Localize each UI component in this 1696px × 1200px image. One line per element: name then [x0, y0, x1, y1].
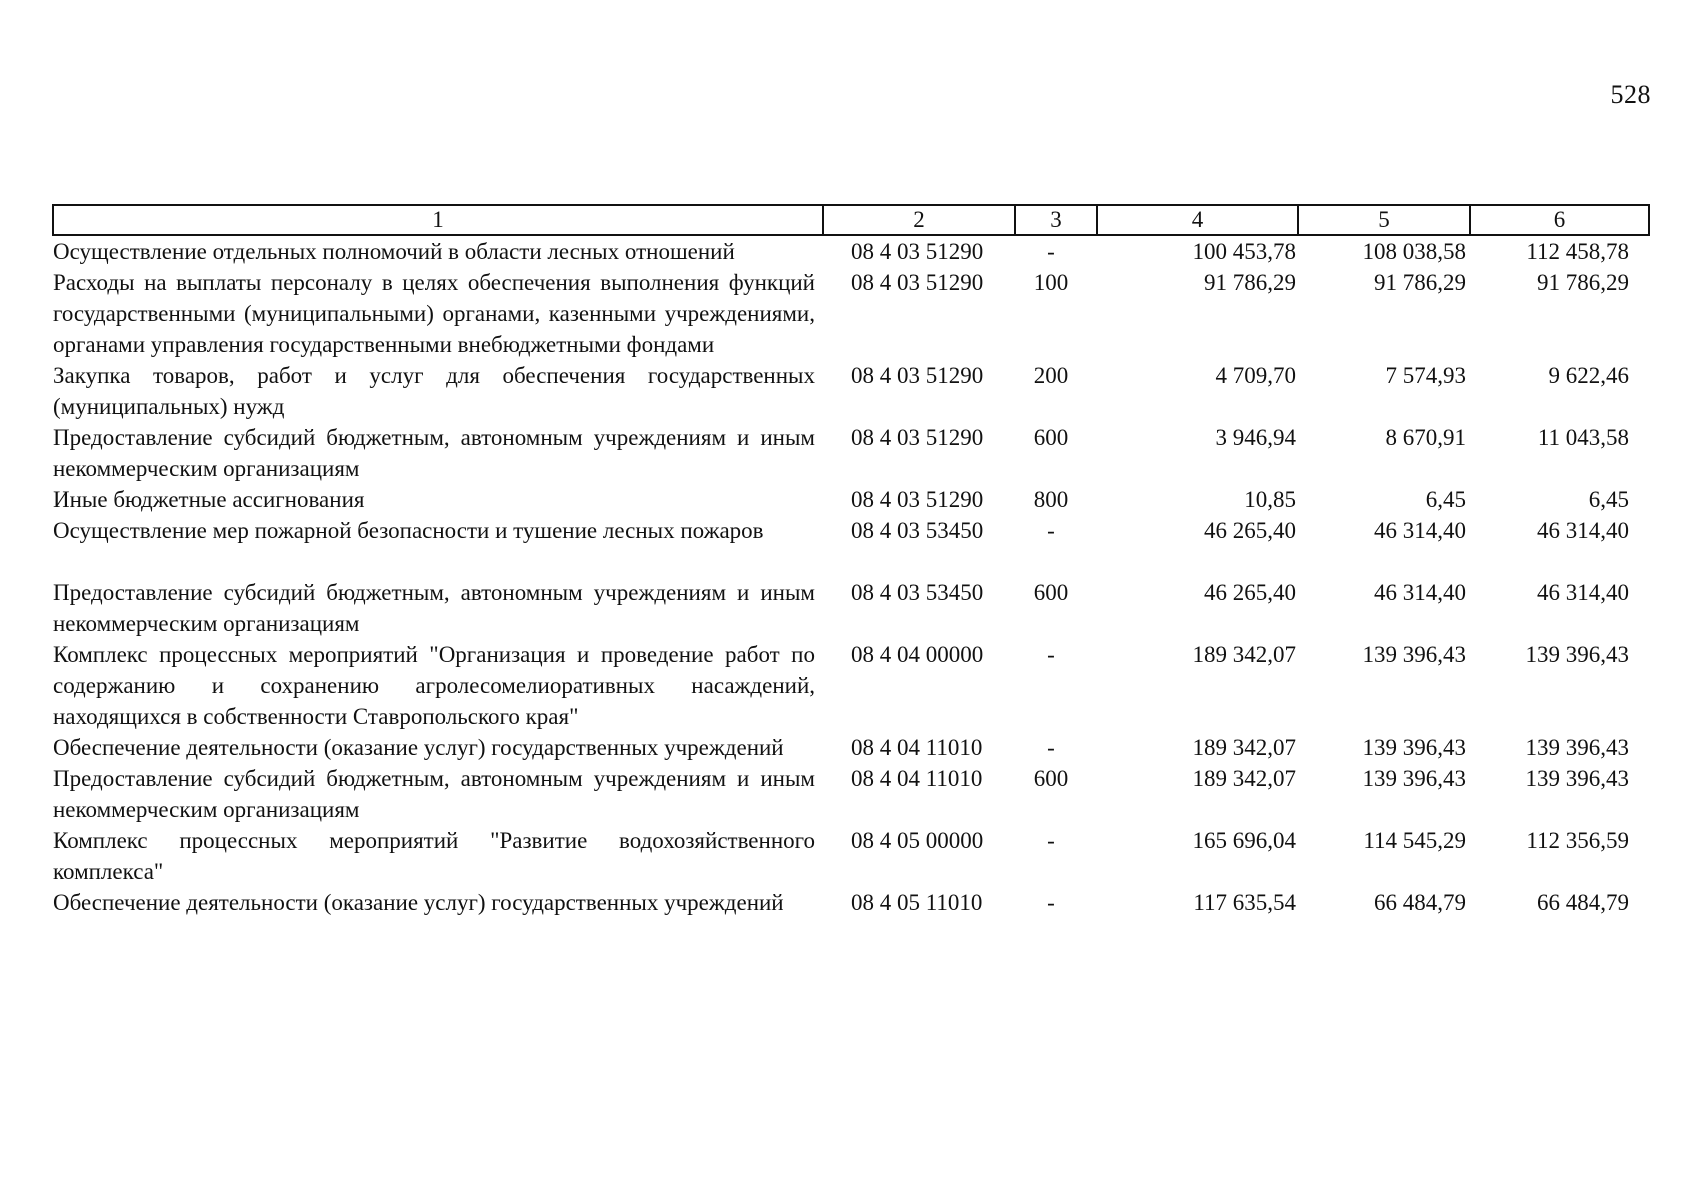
row-value-col5: 7 574,93: [1385, 363, 1466, 388]
row-value-col4: 3 946,94: [1215, 425, 1296, 450]
table-row: [53, 484, 1649, 515]
row-value-col5: 114 545,29: [1363, 828, 1466, 853]
row-value-col5: 91 786,29: [1374, 270, 1466, 295]
row-name: Расходы на выплаты персоналу в целях обеспечения выполнения функций государственными (муниципальными) органами, казенными учреждениями, органами управления государственными внебюджетными фондами: [53, 270, 815, 357]
row-value-col5: 6,45: [1425, 487, 1466, 512]
row-expense-type: -: [1047, 518, 1055, 543]
row-value-col6: 91 786,29: [1537, 270, 1629, 295]
row-value-col4: 189 342,07: [1192, 642, 1296, 667]
table-row: [53, 235, 1649, 267]
row-value-col6: 46 314,40: [1537, 518, 1629, 543]
table-row: [53, 360, 1649, 422]
row-value-col6: 6,45: [1588, 487, 1629, 512]
row-name: Предоставление субсидий бюджетным, автономным учреждениям и иным некоммерческим организациям: [53, 580, 815, 636]
row-value-col4: 189 342,07: [1192, 766, 1296, 791]
row-code: 08 4 03 51290: [851, 270, 984, 295]
table-row: [53, 422, 1649, 484]
row-value-col4: 117 635,54: [1193, 890, 1296, 915]
row-value-col6: 11 043,58: [1537, 425, 1629, 450]
row-expense-type: 800: [1033, 487, 1069, 512]
table-row: [53, 577, 1649, 639]
row-code: 08 4 03 51290: [851, 425, 984, 450]
budget-table: [52, 204, 1650, 918]
table-row: [53, 515, 1649, 577]
row-name: Обеспечение деятельности (оказание услуг) государственных учреждений: [53, 890, 784, 915]
row-expense-type: 100: [1033, 270, 1069, 295]
row-value-col5: 8 670,91: [1385, 425, 1466, 450]
row-code: 08 4 04 00000: [851, 642, 984, 667]
table-row: [53, 887, 1649, 918]
row-value-col4: 46 265,40: [1204, 580, 1296, 605]
row-value-col5: 139 396,43: [1362, 766, 1466, 791]
row-name: Осуществление отдельных полномочий в области лесных отношений: [53, 239, 735, 264]
row-value-col6: 9 622,46: [1548, 363, 1629, 388]
row-code: 08 4 04 11010: [851, 766, 983, 791]
row-expense-type: -: [1047, 890, 1055, 915]
row-value-col6: 46 314,40: [1537, 580, 1629, 605]
row-value-col6: 139 396,43: [1525, 735, 1629, 760]
row-value-col4: 46 265,40: [1204, 518, 1296, 543]
row-value-col5: 66 484,79: [1374, 890, 1466, 915]
header-row: [53, 205, 1649, 235]
table-row: [53, 825, 1649, 887]
row-value-col4: 91 786,29: [1204, 270, 1296, 295]
row-expense-type: -: [1047, 828, 1055, 853]
row-value-col4: 165 696,04: [1192, 828, 1296, 853]
table-row: [53, 267, 1649, 360]
row-value-col4: 4 709,70: [1215, 363, 1296, 388]
table-header: [53, 205, 1649, 235]
row-value-col4: 10,85: [1244, 487, 1296, 512]
row-value-col5: 139 396,43: [1362, 735, 1466, 760]
row-name: Осуществление мер пожарной безопасности и тушение лесных пожаров: [53, 518, 764, 543]
column-header-2: 2: [823, 205, 1015, 235]
row-name: Иные бюджетные ассигнования: [53, 487, 365, 512]
row-code: 08 4 03 53450: [851, 518, 984, 543]
table-body: [53, 235, 1649, 918]
row-expense-type: 200: [1033, 363, 1069, 388]
page-number: 528: [1610, 80, 1651, 109]
row-code: 08 4 04 11010: [851, 735, 983, 760]
row-code: 08 4 03 53450: [851, 580, 984, 605]
table-row: [53, 732, 1649, 763]
row-value-col5: 46 314,40: [1374, 580, 1466, 605]
row-value-col5: 108 038,58: [1362, 239, 1466, 264]
row-value-col4: 100 453,78: [1192, 239, 1296, 264]
row-expense-type: -: [1047, 642, 1055, 667]
row-name: Обеспечение деятельности (оказание услуг) государственных учреждений: [53, 735, 784, 760]
row-value-col4: 189 342,07: [1192, 735, 1296, 760]
row-expense-type: -: [1047, 735, 1055, 760]
column-header-5: 5: [1298, 205, 1470, 235]
row-expense-type: -: [1047, 239, 1055, 264]
row-value-col6: 112 356,59: [1526, 828, 1629, 853]
row-value-col6: 112 458,78: [1526, 239, 1629, 264]
row-value-col5: 139 396,43: [1362, 642, 1466, 667]
column-header-4: 4: [1097, 205, 1298, 235]
row-name: Закупка товаров, работ и услуг для обеспечения государственных (муниципальных) нужд: [53, 363, 815, 419]
row-name: Предоставление субсидий бюджетным, автономным учреждениям и иным некоммерческим организациям: [53, 425, 815, 481]
row-value-col6: 139 396,43: [1525, 766, 1629, 791]
row-expense-type: 600: [1033, 766, 1069, 791]
row-value-col5: 46 314,40: [1374, 518, 1466, 543]
row-code: 08 4 05 11010: [851, 890, 983, 915]
row-name: Комплекс процессных мероприятий "Развитие водохозяйственного комплекса": [53, 828, 815, 884]
column-header-3: 3: [1015, 205, 1097, 235]
row-expense-type: 600: [1033, 425, 1069, 450]
row-code: 08 4 03 51290: [851, 487, 984, 512]
row-code: 08 4 03 51290: [851, 239, 984, 264]
row-expense-type: 600: [1033, 580, 1069, 605]
row-name: Комплекс процессных мероприятий "Организация и проведение работ по содержанию и сохранению агролесомелиоративных насаждений, находящихся в собственности Ставропольского края": [53, 642, 815, 729]
column-header-1: 1: [53, 205, 823, 235]
table-row: [53, 639, 1649, 732]
row-code: 08 4 03 51290: [851, 363, 984, 388]
column-header-6: 6: [1470, 205, 1649, 235]
table-row: [53, 763, 1649, 825]
row-value-col6: 66 484,79: [1537, 890, 1629, 915]
row-value-col6: 139 396,43: [1525, 642, 1629, 667]
row-code: 08 4 05 00000: [851, 828, 984, 853]
row-name: Предоставление субсидий бюджетным, автономным учреждениям и иным некоммерческим организациям: [53, 766, 815, 822]
